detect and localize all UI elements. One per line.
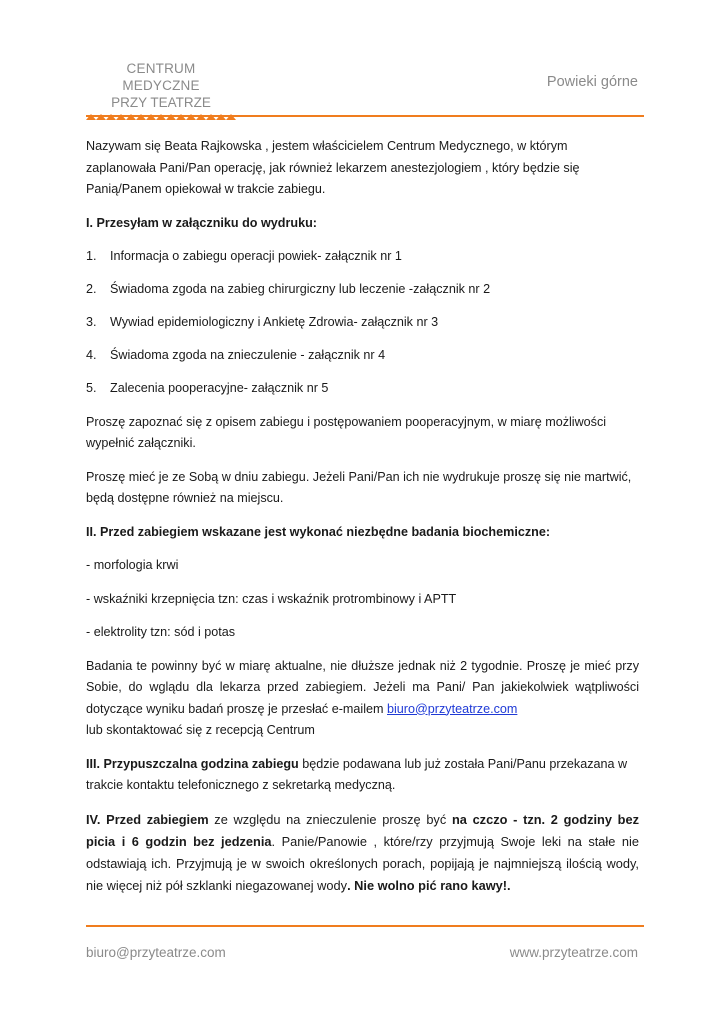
section3-paragraph bbox=[86, 754, 639, 797]
footer-website: www.przyteatrze.com bbox=[509, 945, 638, 960]
section4-coffee-warning: . Nie wolno pić rano kawy!. bbox=[347, 877, 511, 893]
list-item-text: Informacja o zabiegu operacji powiek- załącznik nr 1 bbox=[110, 249, 402, 263]
test-item: - morfologia krwi bbox=[86, 558, 179, 572]
section4-text1: ze względu na znieczulenie proszę być bbox=[208, 811, 452, 827]
header-divider bbox=[86, 115, 644, 117]
test-item: - elektrolity tzn: sód i potas bbox=[86, 625, 236, 639]
email-link[interactable]: biuro@przyteatrze.com bbox=[387, 701, 518, 716]
section1-heading: I. Przesyłam w załączniku do wydruku: bbox=[86, 215, 317, 230]
section4-paragraph bbox=[86, 809, 639, 897]
list-item-text: Zalecenia pooperacyjne- załącznik nr 5 bbox=[110, 381, 329, 395]
section2-paragraph bbox=[86, 656, 639, 742]
list-item-text: Wywiad epidemiologiczny i Ankietę Zdrowia- załącznik nr 3 bbox=[110, 315, 439, 329]
intro-paragraph: Nazywam się Beata Rajkowska , jestem właścicielem Centrum Medycznego, w którym zaplanowała Pani/Pan operację, jak również lekarzem anestezjologiem , który będzie się Panią/Panem opiekował w trakcie zabiegu. bbox=[86, 139, 580, 196]
list-item-number: 2. bbox=[86, 282, 97, 296]
list-item-number: 1. bbox=[86, 249, 97, 263]
list-item bbox=[86, 378, 639, 400]
list-item bbox=[86, 246, 639, 268]
list-item bbox=[86, 312, 639, 334]
logo-text-line1: CENTRUM MEDYCZNE bbox=[122, 61, 200, 93]
section4-heading: IV. Przed zabiegiem bbox=[86, 811, 209, 827]
list-item-number: 4. bbox=[86, 348, 97, 362]
section2-paragraph-end: lub skontaktować się z recepcją Centrum bbox=[86, 723, 315, 737]
test-item: - wskaźniki krzepnięcia tzn: czas i wskaźnik protrombinowy i APTT bbox=[86, 591, 457, 606]
section1-paragraph1: Proszę zapoznać się z opisem zabiegu i postępowaniem pooperacyjnym, w miarę możliwości wypełnić załączniki. bbox=[86, 414, 607, 450]
section3-heading: III. Przypuszczalna godzina zabiegu bbox=[86, 756, 299, 771]
document-title: Powieki górne bbox=[546, 74, 638, 90]
footer-email: biuro@przyteatrze.com bbox=[86, 945, 226, 960]
page-header bbox=[86, 60, 638, 110]
document-body bbox=[86, 136, 639, 909]
list-item-text: Świadoma zgoda na zabieg chirurgiczny lub leczenie -załącznik nr 2 bbox=[110, 282, 491, 296]
list-item bbox=[86, 279, 639, 301]
clinic-logo bbox=[86, 60, 236, 120]
list-item-text: Świadoma zgoda na znieczulenie - załącznik nr 4 bbox=[110, 348, 386, 362]
section2-paragraph-text: Badania te powinny być w miarę aktualne, nie dłuższe jednak niż 2 tygodnie. Proszę je mieć przy Sobie, do wglądu dla lekarza przed zabiegiem. Jeżeli ma Pani/ Pan jakiekolwiek wątpliwości dotyczące wyniku badań proszę je przesłać e-mailem bbox=[86, 658, 639, 716]
section2-heading: II. Przed zabiegiem wskazane jest wykonać niezbędne badania biochemiczne: bbox=[86, 524, 551, 539]
logo-text-line2: PRZY TEATRZE bbox=[111, 95, 211, 110]
section3-text: będzie podawana lub już została Pani/Panu przekazana w trakcie kontaktu telefonicznego z sekretarką medyczną. bbox=[86, 756, 628, 792]
list-item-number: 3. bbox=[86, 315, 97, 329]
list-item bbox=[86, 345, 639, 367]
attachments-list bbox=[86, 246, 639, 400]
section4-text2: . Panie/Panowie , które/rzy przyjmują Swoje leki na stałe nie odstawiają ich. Przyjmują je w swoich określonych porach, popijają je najmniejszą ilością wody, nie więcej niż pół szklanki niegazowanej wody bbox=[86, 833, 639, 893]
section1-paragraph2: Proszę mieć je ze Sobą w dniu zabiegu. Jeżeli Pani/Pan ich nie wydrukuje proszę się nie martwić, będą dostępne również na miejscu. bbox=[86, 469, 632, 505]
footer-divider bbox=[86, 925, 644, 927]
list-item-number: 5. bbox=[86, 381, 97, 395]
section4-fasting-rule: na czczo - tzn. 2 godziny bez picia i 6 godzin bez jedzenia bbox=[86, 811, 639, 849]
